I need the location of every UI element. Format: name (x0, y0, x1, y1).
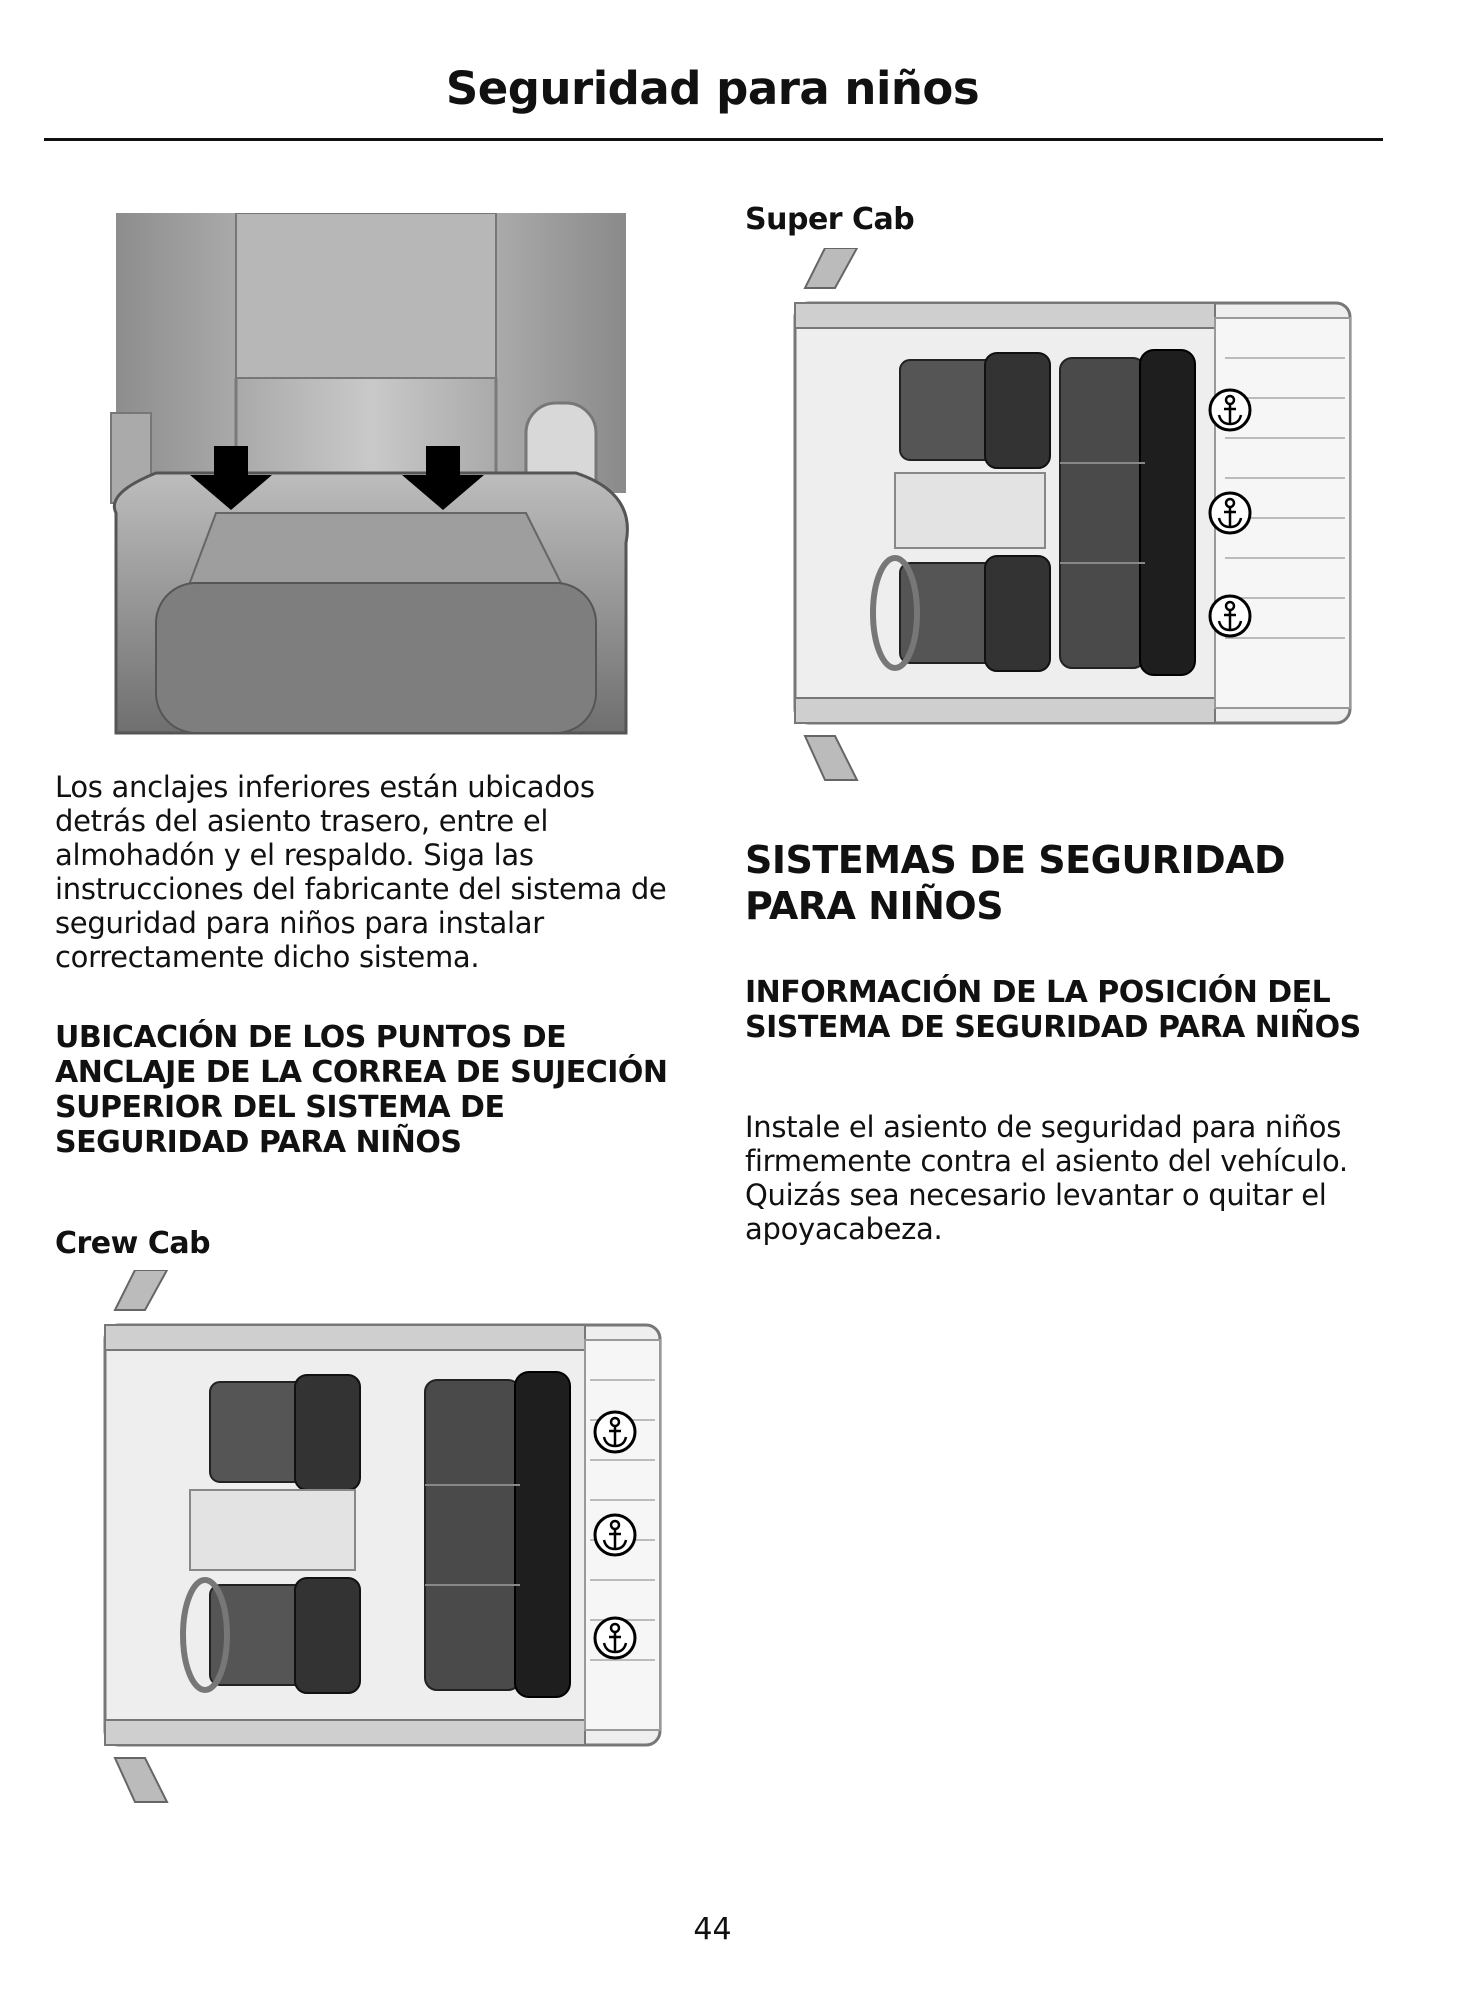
anchor-icon (1210, 493, 1250, 533)
anchor-icon (595, 1412, 635, 1452)
anchor-icon (595, 1618, 635, 1658)
child-restraints-heading: SISTEMAS DE SEGURIDAD PARA NIÑOS (745, 838, 1286, 928)
rear-seat-illustration (96, 213, 641, 738)
crew-cab-caption: Crew Cab (55, 1226, 211, 1261)
page-title: Seguridad para niños (445, 62, 980, 115)
super-cab-diagram (785, 248, 1360, 788)
anchor-icon (595, 1515, 635, 1555)
crew-cab-diagram (95, 1270, 670, 1810)
super-cab-caption: Super Cab (745, 202, 915, 237)
anchor-icon (1210, 596, 1250, 636)
lower-anchors-paragraph: Los anclajes inferiores están ubicados detrás del asiento trasero, entre el almohadón y el respaldo. Siga las instrucciones del fabricante del sistema de seguridad para niños para instalar correctamente dicho sistema. (55, 770, 667, 974)
header-divider (44, 138, 1383, 141)
tether-anchor-heading: UBICACIÓN DE LOS PUNTOS DE ANCLAJE DE LA CORREA DE SUJECIÓN SUPERIOR DEL SISTEMA DE SEGURIDAD PARA NIÑOS (55, 1020, 668, 1160)
restraint-position-heading: INFORMACIÓN DE LA POSICIÓN DEL SISTEMA DE SEGURIDAD PARA NIÑOS (745, 975, 1361, 1045)
page-number: 44 (693, 1912, 732, 1947)
anchor-icon (1210, 390, 1250, 430)
restraint-position-paragraph: Instale el asiento de seguridad para niños firmemente contra el asiento del vehículo. Quizás sea necesario levantar o quitar el apoyacabeza. (745, 1110, 1348, 1246)
